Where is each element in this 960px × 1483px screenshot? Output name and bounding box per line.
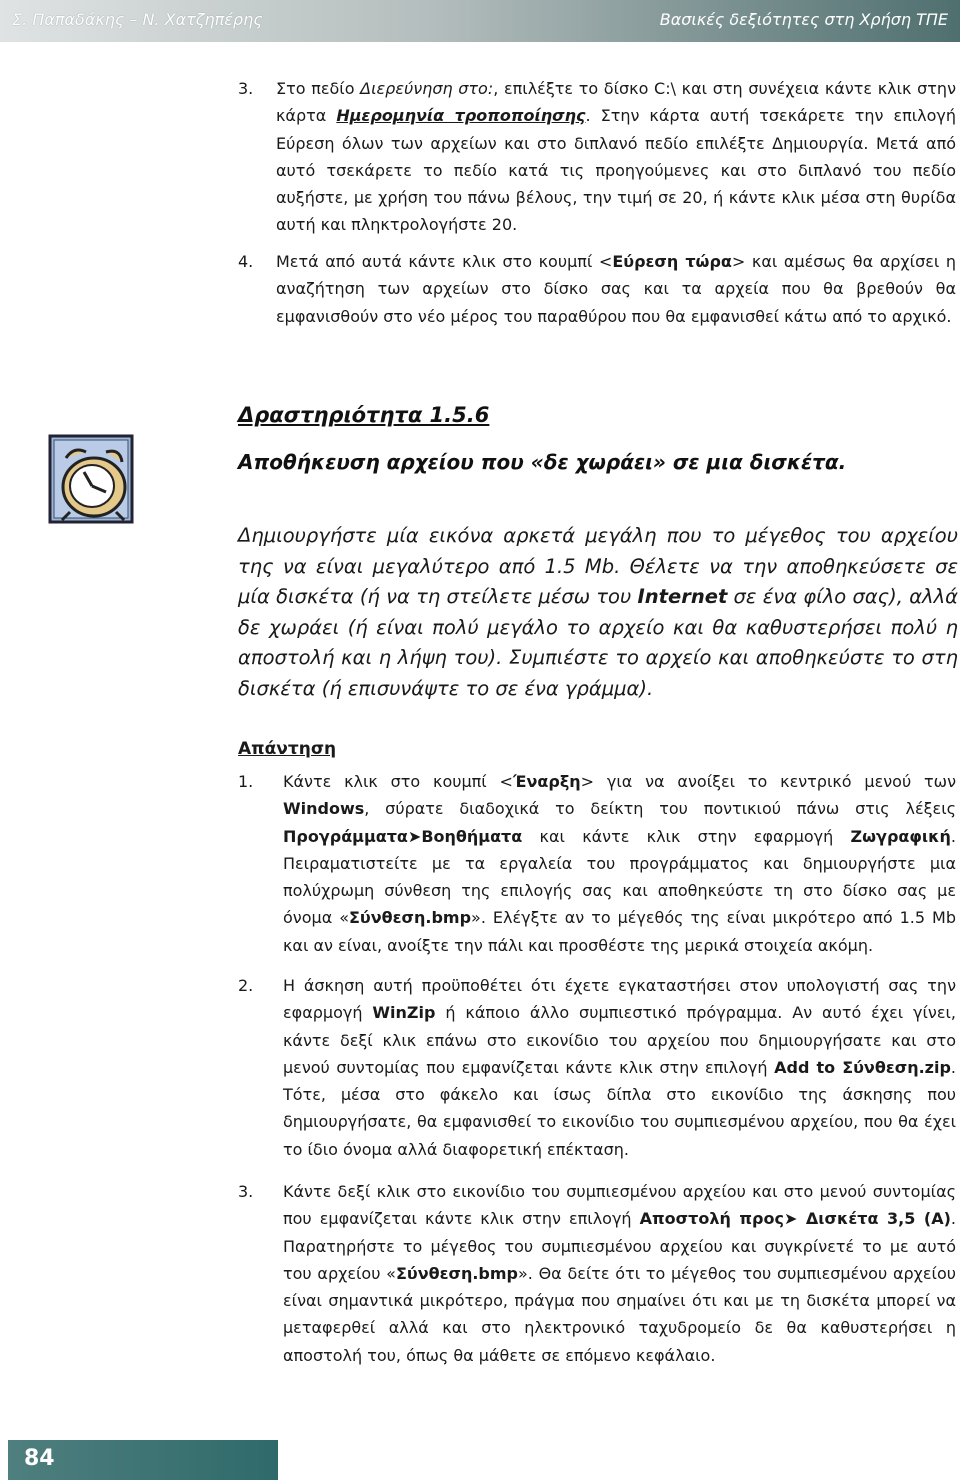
page-header [0,0,960,42]
answer-1-number: 1. [238,772,254,791]
step-4-text-c: > και αμέσως θα αρχίσει η αναζήτηση των αρχείων στο δίσκο σας και τα αρχεία που θα βρεθούν θα εμφανισθούν στο νέο μέρος του παραθύρου που θα εμφανισθεί κάτω από το αρχικό. [276,252,957,326]
answer-1-p3: , σύρατε διαδοχικά το δείκτη του ποντικιού πάνω στις λέξεις [364,799,956,819]
step-4-number: 4. [238,252,254,271]
header-book-title: Βασικές δεξιότητες στη Χρήση ΤΠΕ [659,10,948,29]
alarm-clock-icon [44,432,138,528]
answer-2-number: 2. [238,976,254,995]
step-3-tab-name: Ημερομηνία τροποποίησης [336,106,586,126]
step-3-text [276,75,956,239]
answer-2-p2: ή κάποιο άλλο συμπιεστικό πρόγραμμα. Αν αυτό έχει γίνει, κάντε δεξί κλικ επάνω στο εικονίδιο του αρχείου που δημιουργήσατε και στο μενού συντομίας που εμφανίζεται κάντε κλικ στην επιλογή [283,1003,956,1077]
answer-2-p3: . Τότε, μέσα στο φάκελο και ίσως δίπλα στο εικονίδιο της άσκησης που δημιουργήσατε, θα εμφανισθεί το εικονίδιο του συμπιεσμένου αρχείου, που θα έχει το ίδιο όνομα αλλά διαφορετική επέκταση. [283,1057,956,1159]
answer-1-filename: Σύνθεση.bmp [349,908,472,928]
page-footer [8,1440,278,1480]
activity-task [238,521,958,705]
step-4-button-name: Εύρεση τώρα [612,252,732,271]
activity-subtitle: Αποθήκευση αρχείου που «δε χωράει» σε μια δισκέτα. [238,450,847,474]
answer-2-menu-option: Add to Σύνθεση.zip [774,1057,951,1077]
page-number: 84 [24,1446,55,1471]
answer-1-p2: > για να ανοίξει το κεντρικό μενού των [580,772,957,791]
step-3-text-a: Στο πεδίο [276,79,361,98]
answer-3-p3: ». Θα δείτε ότι το μέγεθος του συμπιεσμένου αρχείου είναι σημαντικά μικρότερο, πράγμα που σημαίνει ότι και με τη δισκέτα μπορεί να μεταφερθεί αλλά και στο ηλεκτρονικό ταχυδρομείο δε θα καθυστερήσει η αποστολή του, όπως θα μάθετε σε επόμενο κεφάλαιο. [283,1263,956,1365]
step-3-text-e: . Στην κάρτα αυτή τσεκάρετε την επιλογή Εύρεση όλων των αρχείων και στο διπλανό πεδίο επιλέξτε Δημιουργία. Μετά από αυτό τσεκάρετε το πεδίο κατά τις προηγούμενες και στο διπλανό του πεδίο αυξήστε, με χρήση του πάνω βέλους, την τιμή σε 20, ή κάντε κλικ μέσα στη θυρίδα αυτή και πληκτρολογήστε 20. [276,106,956,235]
answer-title: Απάντηση [238,739,337,759]
answer-1-windows: Windows [283,799,365,819]
answer-3-p1: Κάντε δεξί κλικ στο εικονίδιο του συμπιεσμένου αρχείου και στο μενού συντομίας που εμφανίζεται κάντε κλικ στην επιλογή [283,1182,956,1229]
answer-1-paint: Ζωγραφική [850,826,951,846]
answer-1-p5: . Πειραματιστείτε με τα εργαλεία του προγράμματος και δημιουργήστε μια πολύχρωμη σύνθεση της επιλογής σας και αποθηκεύστε τη στο δίσκο σας με όνομα « [283,826,956,928]
answer-1-p4: και κάντε κλικ στην εφαρμογή [522,826,851,846]
answer-1-start-button: Έναρξη [512,772,581,791]
answer-1-p6: ». Ελέγξτε αν το μέγεθός της είναι μικρότερο από 1.5 Mb και αν είναι, ανοίξτε την πάλι και προσθέστε της μερικά στοιχεία ακόμη. [283,908,956,955]
answer-3-filename: Σύνθεση.bmp [395,1263,518,1283]
step-3-text-c: , επιλέξτε το δίσκο C:\ και στη συνέχεια κάντε κλικ στην κάρτα [276,79,956,126]
activity-task-a: Δημιουργήστε μία εικόνα αρκετά μεγάλη που το μέγεθος του αρχείου της να είναι μεγαλύτερο από 1.5 Mb. Θέλετε να την αποθηκεύσετε σε μία δισκέτα (ή να τη στείλετε μέσω του [238,524,958,609]
answer-1-menu-path: Προγράμματα➤Βοηθήματα [283,826,523,846]
answer-3-text [283,1178,956,1369]
step-3-number: 3. [238,79,254,98]
answer-1-p1: Κάντε κλικ στο κουμπί < [283,772,513,791]
activity-task-c: σε ένα φίλο σας), αλλά δε χωράει (ή είναι πολύ μεγάλο το αρχείο και θα καθυστερήσει πολύ η αποστολή και η λήψη του). Συμπιέστε το αρχείο και αποθηκεύστε το στη δισκέτα (ή επισυνάψτε το σε ένα γράμμα). [238,585,958,700]
activity-title: Δραστηριότητα 1.5.6 [238,403,490,427]
header-authors: Σ. Παπαδάκης – Ν. Χατζηπέρης [12,10,263,29]
step-3-field-name: Διερεύνηση στο: [360,79,494,98]
answer-2-text [283,972,956,1163]
step-4-text [276,248,956,330]
answer-1-text [283,768,956,959]
answer-2-winzip: WinZip [372,1003,436,1023]
activity-task-internet: Internet [637,585,728,609]
answer-2-p1: Η άσκηση αυτή προϋποθέτει ότι έχετε εγκαταστήσει στον υπολογιστή σας την εφαρμογή [283,976,956,1023]
answer-3-p2: . Παρατηρήστε το μέγεθος του συμπιεσμένου αρχείου και συγκρίνετέ το με αυτό του αρχείου « [283,1209,957,1283]
step-4-text-a: Μετά από αυτά κάντε κλικ στο κουμπί < [276,252,613,271]
answer-3-menu-option: Αποστολή προς➤ Δισκέτα 3,5 (A) [639,1209,951,1229]
answer-3-number: 3. [238,1182,254,1201]
